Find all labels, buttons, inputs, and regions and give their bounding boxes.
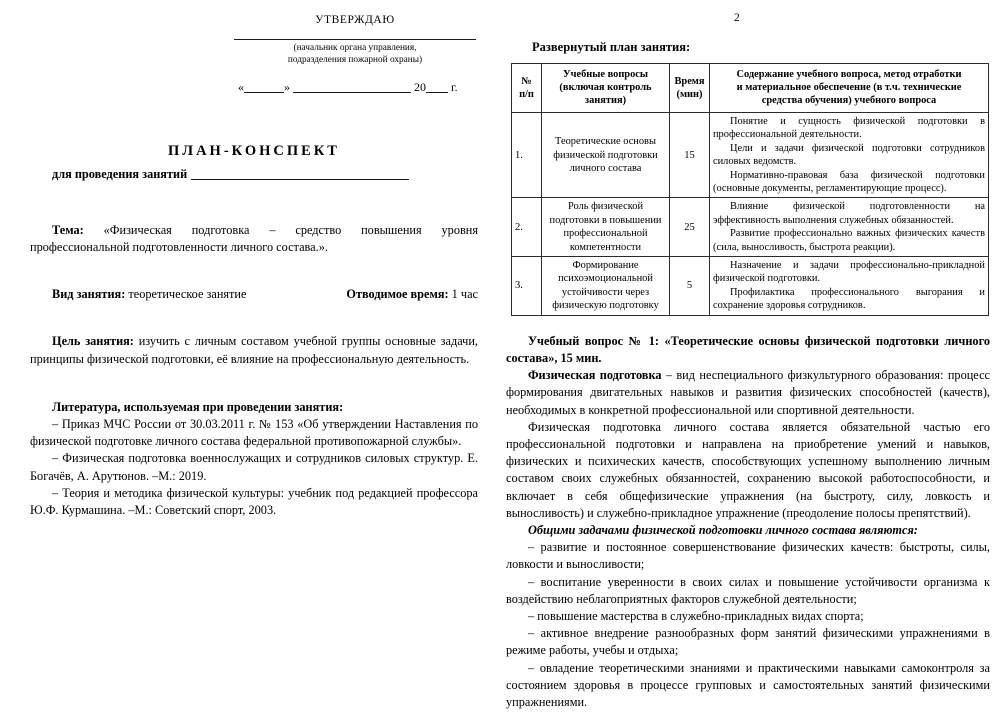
question1-task-item: – развитие и постоянное совершенствование физических качеств: быстроты, силы, ловкости и выносливости;: [506, 540, 990, 572]
lesson-type-label: Вид занятия:: [52, 287, 126, 302]
question1-task-item: – активное внедрение разнообразных форм занятий физическими упражнениями в режиме работы, учебы и отдыха;: [506, 626, 990, 658]
column-header-questions-line3: занятия): [584, 95, 627, 106]
column-header-time: [670, 64, 710, 113]
goal-block: [30, 333, 478, 367]
lesson-type-group: [52, 287, 246, 302]
approval-block: [230, 14, 480, 95]
literature-block: [30, 399, 478, 519]
column-header-content-line1: Содержание учебного вопроса, метод отработки: [736, 69, 962, 80]
topic-label: Тема:: [52, 223, 84, 237]
row-question: Роль физической подготовки в повышении профессиональной компетентности: [542, 198, 670, 257]
date-month-blank: [293, 81, 411, 93]
doc-subtitle-row: [30, 167, 478, 182]
approval-date-line: [230, 80, 480, 95]
doc-subtitle-blank: [191, 167, 409, 180]
row-question: Формирование психоэмоциональной устойчивости через физическую подготовку: [542, 257, 670, 316]
row-time: 25: [670, 198, 710, 257]
approval-subtitle-line2: подразделения пожарной охраны): [287, 55, 423, 65]
table-row: [512, 257, 989, 316]
row-content: [710, 198, 989, 257]
allotted-time-label: Отводимое время:: [346, 287, 449, 302]
column-header-number-line1: №: [521, 75, 532, 87]
lesson-type-row: [30, 287, 478, 302]
column-header-time-line2: (мин): [676, 88, 703, 100]
question1-task-item: – повышение мастерства в служебно-прикладных видах спорта;: [528, 608, 864, 623]
date-quote-close: »: [284, 80, 290, 94]
date-year-suffix: г.: [451, 80, 458, 94]
column-header-content: [710, 64, 989, 113]
column-header-content-line3: средства обучения) учебного вопроса: [761, 95, 937, 106]
question1-definition-paragraph: [506, 367, 990, 419]
row-content-item: Развитие профессионально важных физических качеств (сила, выносливость, быстрота реакции).: [713, 228, 985, 253]
table-row: [512, 198, 989, 257]
plan-heading: Развернутый план занятия:: [532, 40, 691, 54]
right-column: [500, 0, 1000, 720]
question1-task-item: – воспитание уверенности в своих силах и повышение устойчивости организма к воздействию неблагоприятных факторов служебной деятельности;: [506, 574, 990, 606]
allotted-time-value: 1 час: [451, 287, 478, 302]
column-header-number-line2: п/п: [519, 88, 534, 100]
row-question: Теоретические основы физической подготовки личного состава: [542, 113, 670, 198]
literature-item: – Теория и методика физической культуры: учебник под редакцией профессора Ю.Ф. Курмашина. –М.: Советский спорт, 2003.: [30, 485, 478, 518]
literature-item: – Физическая подготовка военнослужащих и сотрудников силовых структур. Е. Богачёв, А. Арутюнов. –М.: 2019.: [30, 451, 478, 483]
question1-task-item: – овладение теоретическими знаниями и практическими навыками самоконтроля за состоянием здоровья в процессе групповых и самостоятельных занятий физическими упражнениями.: [506, 660, 990, 709]
row-content-item: Влияние физической подготовленности на эффективность выполнения служебных обязанностей.: [713, 201, 985, 226]
lesson-type-value: теоретическое занятие: [128, 287, 247, 302]
row-content-item: Профилактика профессионального выгорания и сохранение здоровья сотрудников.: [713, 286, 985, 312]
approval-title: УТВЕРЖДАЮ: [315, 14, 395, 26]
topic-text: «Физическая подготовка – средство повышения уровня профессиональной подготовленности личного состава.».: [30, 223, 479, 255]
column-header-questions-line2: (включая контроль: [559, 82, 652, 93]
row-number: 2.: [512, 198, 542, 257]
approval-subtitle-line1: (начальник органа управления,: [293, 43, 417, 53]
goal-text: изучить с личным составом учебной группы основные задачи, принципы физической подготовки, её влияние на профессиональную деятельность.: [30, 334, 479, 366]
question1-paragraph2: Физическая подготовка личного состава является обязательной частью его профессиональной подготовки и направлена на приобретение умений и навыков, физических и психических качеств, способствующих успешному выполнению личным составом своих служебных обязанностей, сохранению высокой работоспособности, и включает в себя общефизические упражнения (на быстроту, силу, ловкость и выносливость) и служебно-прикладное упражнение (преодоление полосы препятствий).: [506, 419, 990, 520]
question1-definition: – вид неспециального физкультурного образования: процесс формирования двигательных навыков и развития физических способностей (качеств), необходимых в конкретной профессиональной или спортивной деятельности.: [506, 368, 990, 417]
row-content-item: Цели и задачи физической подготовки сотрудников силовых ведомств.: [713, 142, 985, 168]
approval-signature-rule: [234, 39, 476, 40]
row-content-item: Нормативно-правовая база физической подготовки (основные документы, регламентирующие процесс).: [713, 169, 985, 195]
topic-paragraph: [30, 222, 478, 256]
question1-heading: Учебный вопрос № 1: «Теоретические основы физической подготовки личного состава», 15 мин.: [506, 333, 990, 365]
goal-label: Цель занятия:: [52, 334, 134, 349]
literature-item: – Приказ МЧС России от 30.03.2011 г. № 153 «Об утверждении Наставления по физической подготовке личного состава федеральной противопожарной службы».: [30, 417, 478, 449]
row-number: 3.: [512, 257, 542, 316]
lesson-plan-table: [511, 63, 989, 316]
row-number: 1.: [512, 113, 542, 198]
literature-heading: Литература, используемая при проведении занятия:: [52, 399, 344, 414]
row-content: [710, 257, 989, 316]
column-header-content-line2: и материальное обеспечение (в т.ч. технические: [736, 82, 962, 93]
date-year-blank: [426, 81, 448, 93]
date-quote-open: «: [238, 80, 244, 94]
lesson-type-block: [30, 287, 478, 302]
doc-subtitle-label: для проведения занятий: [52, 167, 188, 181]
question1-term: Физическая подготовка: [528, 368, 662, 383]
allotted-time-group: [346, 287, 478, 302]
column-header-questions-line1: Учебные вопросы: [562, 69, 649, 80]
page-title: ПЛАН-КОНСПЕКТ: [168, 143, 340, 159]
column-header-number: [512, 64, 542, 113]
row-content-item: Назначение и задачи профессионально-прикладной физической подготовки.: [713, 260, 985, 285]
row-time: 5: [670, 257, 710, 316]
column-header-time-line1: Время: [674, 75, 705, 87]
row-content-item: Понятие и сущность физической подготовки в профессиональной деятельности.: [713, 116, 985, 141]
date-day-blank: [244, 81, 284, 93]
goal-paragraph: [30, 333, 478, 367]
row-time: 15: [670, 113, 710, 198]
question1-tasks-heading: Общими задачами физической подготовки личного состава являются:: [528, 522, 918, 537]
date-year-prefix: 20: [414, 80, 426, 94]
question1-block: [506, 333, 990, 711]
page-number: 2: [734, 12, 740, 24]
table-row: [512, 113, 989, 198]
column-header-questions: [542, 64, 670, 113]
topic-block: [30, 222, 478, 256]
row-content: [710, 113, 989, 198]
table-header-row: [512, 64, 989, 113]
